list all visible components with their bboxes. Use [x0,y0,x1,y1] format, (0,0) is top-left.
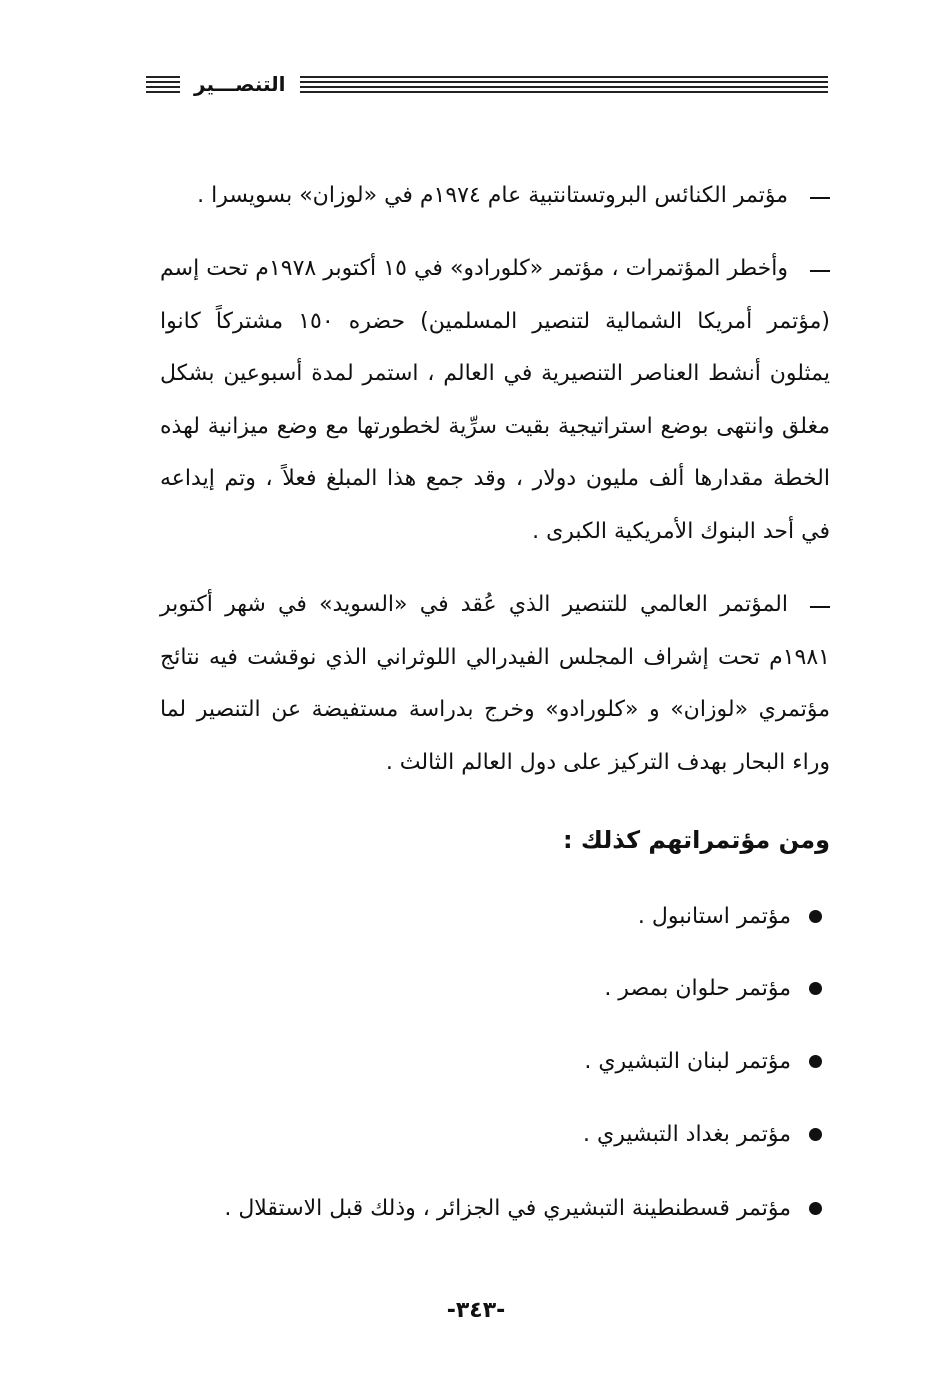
conference-item-3 [160,579,830,789]
page-number: -٣٤٣- [446,1298,506,1323]
bullet-text: مؤتمر قسطنطينة التبشيري في الجزائر ، وذلك قبل الاستقلال . [224,1196,791,1221]
bullet-item-2 [604,976,822,1001]
conference-item-2 [160,243,830,558]
bullet-icon [809,1055,822,1068]
bullet-item-5 [224,1196,822,1221]
item-text: وأخطر المؤتمرات ، مؤتمر «كلورادو» في ١٥ أكتوبر ١٩٧٨م تحت إسم (مؤتمر أمريكا الشمالية لتنصير المسلمين) حضره ١٥٠ مشتركاً كانوا يمثلون أنشط العناصر التنصيرية في العالم ، استمر لمدة أسبوعين بشكل مغلق وانتهى بوضع استراتيجية بقيت سرِّية لخطورتها مع وضع ميزانية لهذه الخطة مقدارها ألف مليون دولار ، وقد جمع هذا المبلغ فعلاً ، وتم إيداعه في أحد البنوك الأمريكية الكبرى . [160,256,830,544]
bullet-icon [809,1128,822,1141]
bullet-item-3 [584,1049,822,1074]
bullet-text: مؤتمر بغداد التبشيري . [582,1122,791,1147]
bullet-text: مؤتمر استانبول . [637,904,791,929]
bullet-item-1 [638,904,822,929]
header-title: التنصـــير [194,72,286,96]
item-text: المؤتمر العالمي للتنصير الذي عُقد في «السويد» في شهر أكتوبر ١٩٨١م تحت إشراف المجلس الفيدرالي اللوثراني الذي نوقشت فيه نتائج مؤتمري «لوزان» و «كلورادو» وخرج بدراسة مستفيضة عن التنصير لما وراء البحار بهدف التركيز على دول العالم الثالث . [160,592,830,775]
bullet-icon [809,910,822,923]
bullet-item-4 [583,1122,822,1147]
running-header [146,66,828,102]
item-text: مؤتمر الكنائس البروتستانتبية عام ١٩٧٤م في «لوزان» بسويسرا . [197,183,788,208]
bullet-icon [809,1202,822,1215]
section-heading: ومن مؤتمراتهم كذلك : [562,826,830,854]
conference-item-1 [160,170,830,223]
bullet-text: مؤتمر حلوان بمصر . [604,976,791,1001]
bullet-text: مؤتمر لبنان التبشيري . [584,1049,791,1074]
header-rule-left [146,76,180,93]
header-rule-right [300,76,828,93]
bullet-icon [809,982,822,995]
